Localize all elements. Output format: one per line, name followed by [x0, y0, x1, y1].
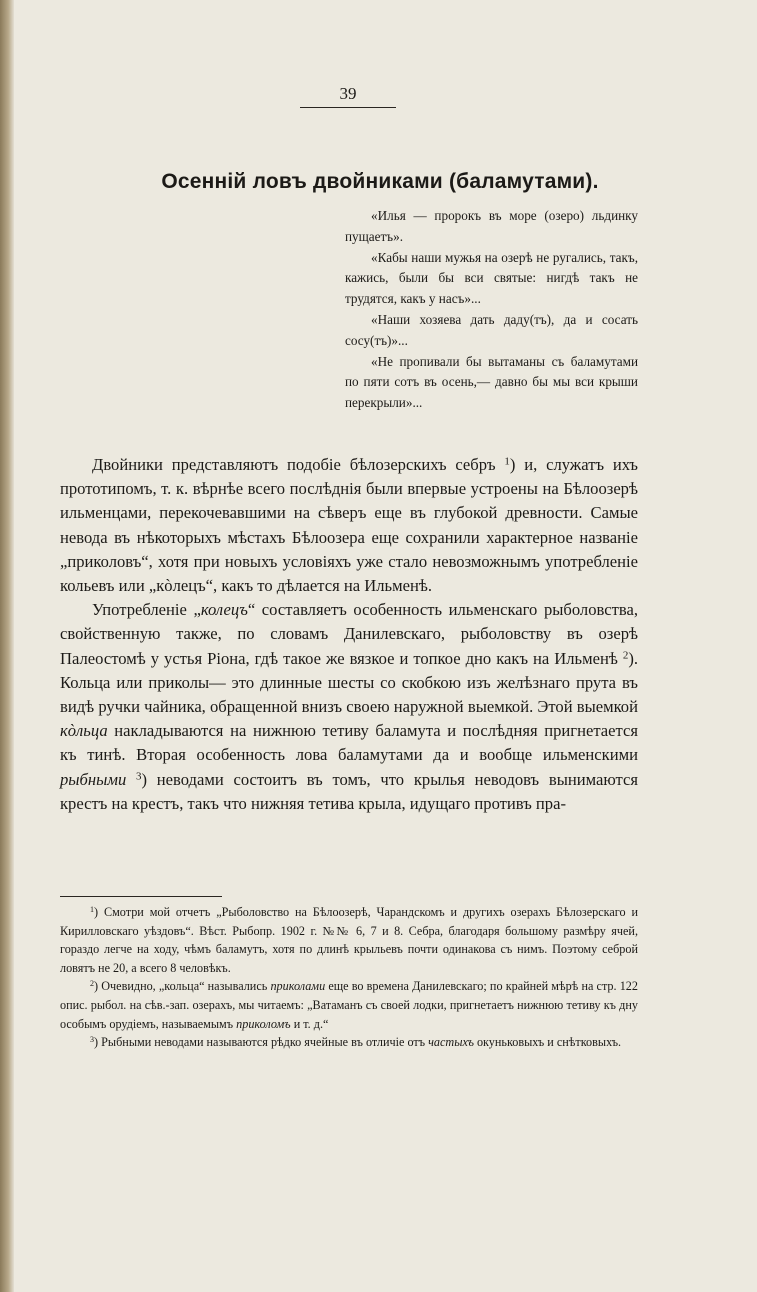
footnote-2-italic-prikolami: приколами	[270, 979, 326, 994]
paragraph-1	[60, 453, 638, 598]
footnote-3-number: 3	[90, 1035, 95, 1045]
footnote-3	[60, 1033, 638, 1052]
footnote-2-italic-prikolom: приколомъ	[236, 1016, 291, 1031]
footnote-2-part-a: ) Очевидно, „кольца“ назывались	[94, 979, 271, 994]
footnote-ref-3: 3	[136, 770, 142, 783]
epigraph-line-1: «Илья — пророкъ въ море (озеро) льдинку пущаетъ».	[345, 208, 638, 244]
main-text	[60, 453, 638, 816]
paragraph-1-part-b: ) и, служатъ ихъ прототипомъ, т. к. вѣрнѣе всего послѣднія были впервые устроены на Бѣлоозерѣ ильменцами, перекочевавшими на сѣверъ еще въ глубокой древности. Самые невода въ нѣкоторыхъ мѣстахъ Бѣлоозера еще сохранили характерное названіе „приколовъ“, хотя при новыхъ условіяхъ уже стало невозможнымъ употребленіе кольевъ или „кòлецъ“, какъ то дѣлается на Ильменѣ.	[60, 455, 638, 596]
book-spine-edge	[0, 0, 14, 1292]
page-number: 39	[339, 84, 357, 103]
footnote-3-part-b: окуньковыхъ и снѣтковыхъ.	[473, 1035, 622, 1050]
footnote-ref-1: 1	[504, 455, 510, 468]
footnotes	[60, 903, 638, 1052]
epigraph-line-2: «Кабы наши мужья на озерѣ не ругались, такъ, кажись, были бы вси святые: нигдѣ такъ не трудятся, какъ у насъ»...	[345, 249, 638, 307]
paragraph-2-part-a: Употребленіе „	[92, 600, 201, 620]
footnote-1-number: 1	[90, 904, 95, 914]
footnote-2-number: 2	[90, 979, 95, 989]
epigraph	[345, 206, 638, 414]
paragraph-2-part-b: “ составляетъ особенность ильменскаго рыболовства, свойственную также, по словамъ Данилевскаго, рыболовству въ озерѣ Палеостомѣ у устья Ріона, гдѣ такое же вязкое и топкое дно какъ на Ильменѣ	[60, 600, 638, 668]
footnote-2-part-b: еще во времена Данилевскаго; по крайней мѣрѣ на стр. 122 опис. рыбол. на сѣв.-зап. озерахъ, мы читаемъ: „Ватаманъ съ своей лодки, пригнетаетъ нижнюю тетиву къ дну особымъ орудіемъ, называемымъ	[60, 979, 638, 1031]
footnote-rule	[60, 896, 222, 897]
paragraph-2-part-d: накладываются на нижнюю тетиву баламута и послѣдняя пригнетается къ тинѣ. Вторая особенность лова баламутами да и вообще ильменскими	[60, 721, 638, 765]
footnote-3-part-a: ) Рыбными неводами называются рѣдко ячейные въ отличіе отъ	[94, 1035, 429, 1050]
paragraph-2	[60, 598, 638, 816]
footnote-1	[60, 903, 638, 977]
page-number-rule	[300, 107, 396, 108]
epigraph-line-3: «Наши хозяева дать даду(тъ), да и сосать сосу(тъ)»...	[345, 311, 638, 348]
footnote-3-italic-chastykh: частыхъ	[428, 1035, 474, 1050]
epigraph-line-4: «Не пропивали бы вытаманы съ баламутами по пяти сотъ въ осень,— давно бы мы вси крыши перекрыли»...	[345, 353, 638, 411]
paragraph-2-italic-koltsa: кòльца	[60, 721, 108, 741]
paragraph-2-part-e: ) неводами состоитъ въ томъ, что крылья неводовъ вынимаются крестъ на крестъ, такъ что нижняя тетива крыла, идущаго противъ пра-	[60, 769, 638, 813]
paragraph-2-italic-rybnymi: рыбными	[60, 769, 127, 789]
paragraph-1-part-a: Двойники представляютъ подобіе бѣлозерскихъ себръ	[92, 455, 505, 474]
footnote-2-part-c: и т. д.“	[290, 1016, 329, 1031]
paragraph-2-italic-kolets: колецъ	[200, 600, 248, 620]
footnote-1-text: ) Смотри мой отчетъ „Рыболовство на Бѣлоозерѣ, Чарандскомъ и другихъ озерахъ Бѣлозерскаго и Кирилловскаго уѣздовъ“. Вѣст. Рыбопр. 1902 г. №№ 6, 7 и 8. Себра, благодаря большому размѣру ячей, гораздо легче на ходу, чѣмъ баламутъ, хотя по длинѣ крыльевъ почти одинакова съ нимъ. Поэтому себрой ловятъ не 20, а всего 8 человѣкъ.	[60, 905, 638, 975]
chapter-title: Осенній ловъ двойниками (баламутами).	[161, 170, 599, 193]
footnote-ref-2: 2	[622, 649, 629, 662]
paragraph-2-part-c: ). Кольца или приколы— это длинные шесты со скобкою изъ желѣзнаго прута въ видѣ ручки чайника, обращенной внизъ своею наружной выемкой. Этой выемкой	[60, 648, 638, 717]
footnote-2	[60, 977, 638, 1033]
